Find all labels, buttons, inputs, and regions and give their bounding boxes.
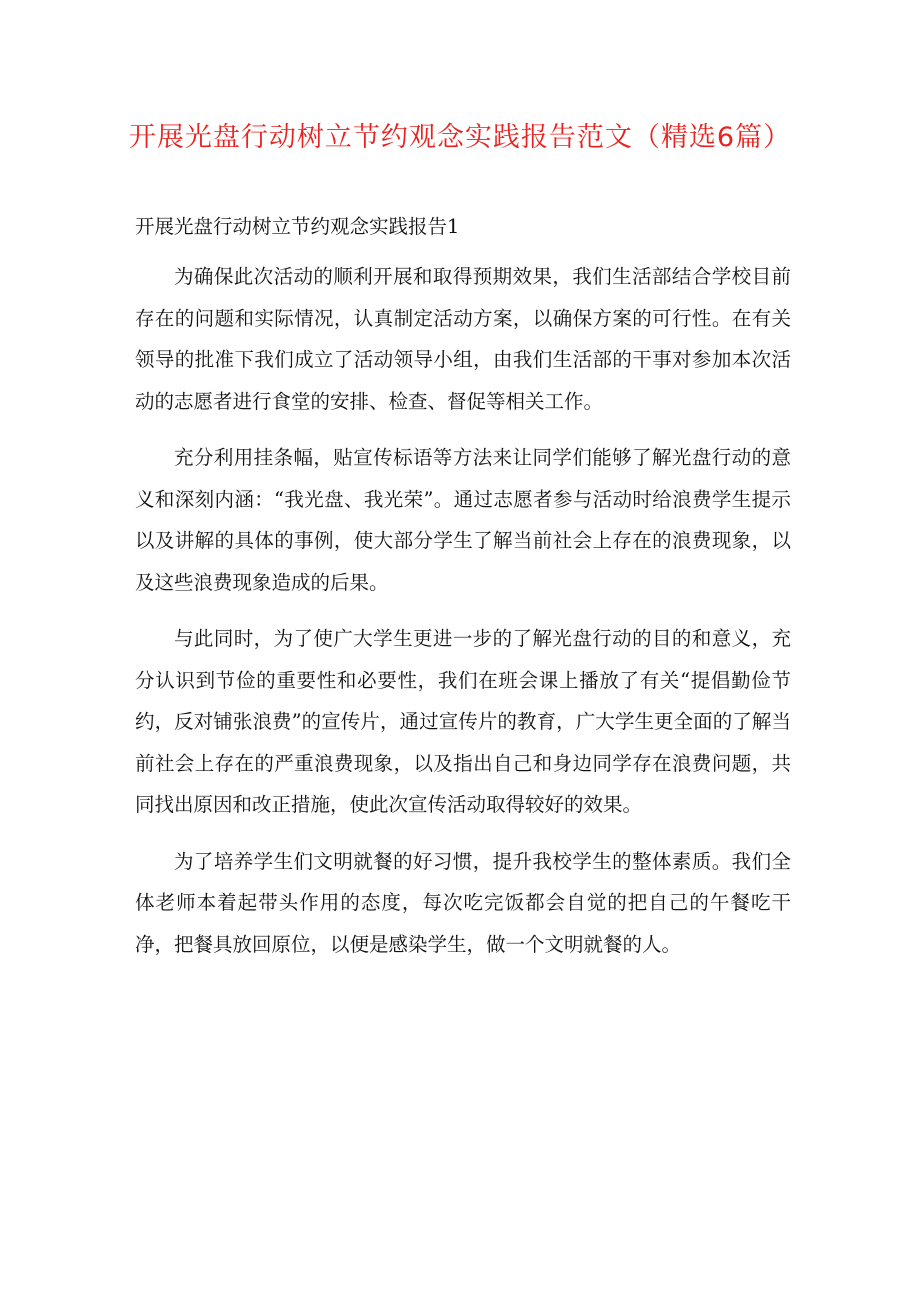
paragraph-3: 与此同时，为了使广大学生更进一步的了解光盘行动的目的和意义，充分认识到节俭的重要性和必要性，我们在班会课上播放了有关“提倡勤俭节约，反对铺张浪费”的宣传片，通过宣传片的教育，广大学生更全面的了解当前社会上存在的严重浪费现象，以及指出自己和身边同学存在浪费问题，共同找出原因和改正措施，使此次宣传活动取得较好的效果。 [135,627,791,816]
paragraph-4: 为了培养学生们文明就餐的好习惯，提升我校学生的整体素质。我们全体老师本着起带头作用的态度，每次吃完饭都会自觉的把自己的午餐吃干净，把餐具放回原位，以便是感染学生，做一个文明就餐的人。 [135,849,791,956]
paragraph-1: 为确保此次活动的顺利开展和取得预期效果，我们生活部结合学校目前存在的问题和实际情况，认真制定活动方案，以确保方案的可行性。在有关领导的批准下我们成立了活动领导小组，由我们生活部的干事对参加本次活动的志愿者进行食堂的安排、检查、督促等相关工作。 [135,265,791,413]
document-body [135,256,791,980]
paragraph-2: 充分利用挂条幅，贴宣传标语等方法来让同学们能够了解光盘行动的意义和深刻内涵：“我光盘、我光荣”。通过志愿者参与活动时给浪费学生提示以及讲解的具体的事例，使大部分学生了解当前社会上存在的浪费现象，以及这些浪费现象造成的后果。 [135,446,791,594]
page-title: 开展光盘行动树立节约观念实践报告范文（精选6篇） [128,122,792,153]
section-heading: 开展光盘行动树立节约观念实践报告1 [135,215,460,238]
